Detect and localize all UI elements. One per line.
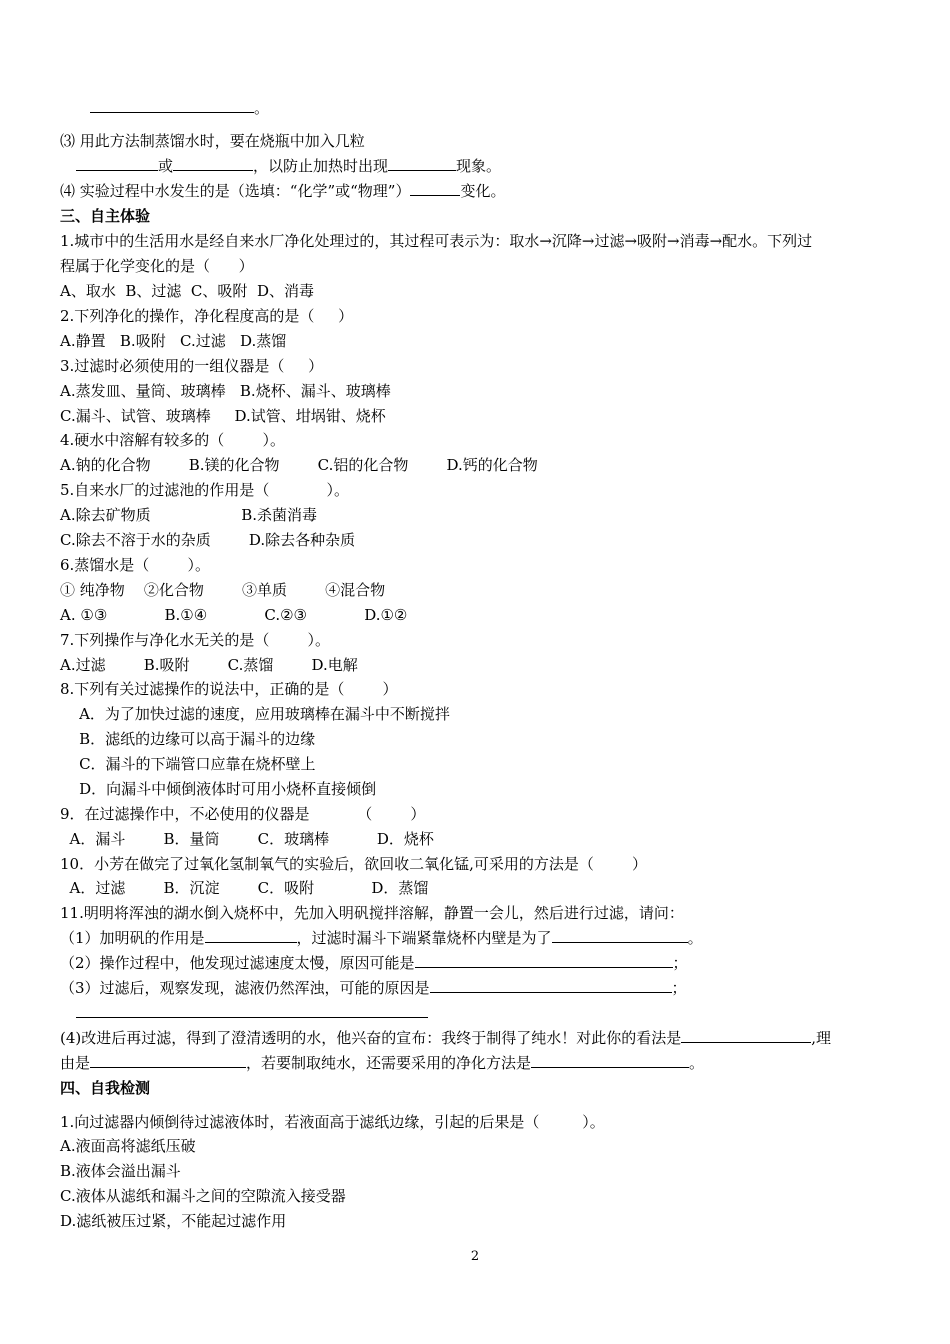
page-number: 2 bbox=[470, 1249, 480, 1264]
question-text: 7.下列操作与净化水无关的是（ ）。 bbox=[60, 631, 330, 649]
answer-blank bbox=[205, 928, 297, 943]
question-3-text: ⑶ 用此方法制蒸馏水时，要在烧瓶中加入几粒 bbox=[60, 132, 365, 150]
answer-blank bbox=[76, 1003, 428, 1018]
options-line: A.过滤 B.吸附 C.蒸馏 D.电解 bbox=[60, 656, 358, 674]
question-text: 程属于化学变化的是（ ） bbox=[60, 257, 254, 275]
sub-question-1: （1）加明矾的作用是 ，过滤时漏斗下端紧靠烧杯内壁是为了 。 bbox=[60, 929, 703, 947]
options-line: A．漏斗 B．量筒 C．玻璃棒 D．烧杯 bbox=[60, 830, 434, 848]
options-line: A．为了加快过滤的速度，应用玻璃棒在漏斗中不断搅拌 bbox=[60, 705, 450, 723]
question-text: 9．在过滤操作中，不必使用的仪器是 （ ） bbox=[60, 805, 426, 823]
options-line: A.钠的化合物 B.镁的化合物 C.铝的化合物 D.钙的化合物 bbox=[60, 456, 538, 474]
question-text: 1.向过滤器内倾倒待过滤液体时，若液面高于滤纸边缘，引起的后果是（ ）。 bbox=[60, 1113, 605, 1131]
options-line: C．漏斗的下端管口应靠在烧杯壁上 bbox=[60, 755, 316, 773]
options-line: C.除去不溶于水的杂质 D.除去各种杂质 bbox=[60, 531, 356, 549]
options-line: A.静置 B.吸附 C.过滤 D.蒸馏 bbox=[60, 332, 287, 350]
answer-blank bbox=[90, 1053, 246, 1068]
sub-question-3: （3）过滤后，观察发现，滤液仍然浑浊，可能的原因是 ； bbox=[60, 979, 687, 997]
sub-question-4: (4)改进后再过滤，得到了澄清透明的水，他兴奋的宣布：我终于制得了纯水！对此你的看法是 ,理 bbox=[60, 1029, 832, 1047]
options-line: D.滤纸被压过紧，不能起过滤作用 bbox=[60, 1212, 287, 1230]
answer-blank bbox=[410, 181, 460, 196]
answer-blank bbox=[552, 928, 688, 943]
question-4-text: ⑷ 实验过程中水发生的是（选填：“化学”或“物理”） 变化。 bbox=[60, 182, 506, 200]
question-text: 4.硬水中溶解有较多的（ ）。 bbox=[60, 431, 285, 449]
answer-blank bbox=[531, 1053, 689, 1068]
question-text: 1.城市中的生活用水是经自来水厂净化处理过的，其过程可表示为：取水→沉降→过滤→吸附→消毒→配水。下列过 bbox=[60, 232, 813, 250]
sub-question-4-cont: 由是 ，若要制取纯水，还需要采用的净化方法是 。 bbox=[60, 1054, 705, 1072]
options-line: C.液体从滤纸和漏斗之间的空隙流入接受器 bbox=[60, 1187, 346, 1205]
options-line: A.除去矿物质 B.杀菌消毒 bbox=[60, 506, 317, 524]
section-title: 四、自我检测 bbox=[60, 1079, 151, 1097]
options-line: A．过滤 B．沉淀 C．吸附 D．蒸馏 bbox=[60, 879, 429, 897]
options-line: D．向漏斗中倾倒液体时可用小烧杯直接倾倒 bbox=[60, 780, 377, 798]
options-line: C.漏斗、试管、玻璃棒 D.试管、坩埚钳、烧杯 bbox=[60, 407, 386, 425]
options-line: A.液面高将滤纸压破 bbox=[60, 1137, 196, 1155]
options-line: A.蒸发皿、量筒、玻璃棒 B.烧杯、漏斗、玻璃棒 bbox=[60, 382, 391, 400]
sub-question-2: （2）操作过程中，他发现过滤速度太慢，原因可能是 ； bbox=[60, 954, 688, 972]
section-title: 三、自主体验 bbox=[60, 207, 151, 225]
question-text: 3.过滤时必须使用的一组仪器是（ ） bbox=[60, 357, 324, 375]
options-line: B.液体会溢出漏斗 bbox=[60, 1162, 181, 1180]
question-text: 11.明明将浑浊的湖水倒入烧杯中，先加入明矾搅拌溶解，静置一会儿，然后进行过滤，请问： bbox=[60, 904, 684, 922]
question-3-blanks: 或 ，以防止加热时出现 现象。 bbox=[60, 156, 920, 176]
question-text: 8.下列有关过滤操作的说法中，正确的是（ ） bbox=[60, 680, 398, 698]
question-text: 2.下列净化的操作，净化程度高的是（ ） bbox=[60, 307, 354, 325]
answer-blank bbox=[415, 953, 673, 968]
answer-blank bbox=[430, 978, 672, 993]
answer-line-row: 。 bbox=[60, 98, 920, 118]
options-line: A. ①③ B.①④ C.②③ D.①② bbox=[60, 606, 408, 624]
question-text: 5.自来水厂的过滤池的作用是（ ）。 bbox=[60, 481, 350, 499]
answer-blank bbox=[90, 98, 254, 113]
answer-blank bbox=[173, 156, 253, 171]
answer-blank bbox=[681, 1028, 811, 1043]
options-line: B．滤纸的边缘可以高于漏斗的边缘 bbox=[60, 730, 316, 748]
question-text: 6.蒸馏水是（ ）。 bbox=[60, 556, 210, 574]
question-text: 10．小芳在做完了过氧化氢制氧气的实验后，欲回收二氧化锰,可采用的方法是（ ） bbox=[60, 855, 648, 873]
answer-blank bbox=[76, 156, 158, 171]
options-line: ① 纯净物 ②化合物 ③单质 ④混合物 bbox=[60, 581, 386, 599]
answer-blank bbox=[388, 156, 456, 171]
answer-line-row bbox=[60, 1003, 920, 1023]
options-line: A、取水 B、过滤 C、吸附 D、消毒 bbox=[60, 282, 314, 300]
